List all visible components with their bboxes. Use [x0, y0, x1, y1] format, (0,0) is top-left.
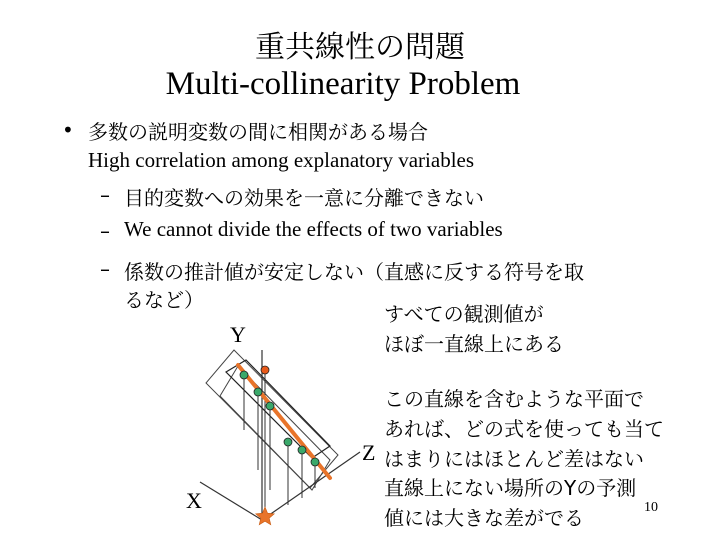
axis-label-x: X	[186, 488, 202, 513]
title-english: Multi-collinearity Problem	[165, 66, 521, 102]
bullet-marker: •	[62, 118, 74, 142]
plane-outer	[206, 350, 338, 488]
data-point	[261, 366, 269, 374]
subitem-1-dash: –	[100, 183, 110, 207]
data-point	[254, 388, 262, 396]
subitem-1-text: 目的変数への効果を一意に分離できない	[124, 186, 484, 210]
subitem-3-line1: 係数の推計値が安定しない（直感に反する符号を取	[124, 260, 584, 284]
observed-line-2: ほぼ一直線上にある	[384, 332, 564, 356]
data-point	[284, 438, 292, 446]
observed-line-1: すべての観測値が	[384, 302, 544, 326]
x-axis	[200, 482, 262, 520]
page-number: 10	[644, 500, 658, 515]
axis-label-z: Z	[362, 440, 376, 465]
plane-line-1: この直線を含むような平面で	[384, 387, 644, 411]
data-point	[311, 458, 319, 466]
bullet-text-japanese: 多数の説明変数の間に相関がある場合	[88, 120, 428, 144]
data-point	[266, 402, 274, 410]
bullet-text-english: High correlation among explanatory variables	[88, 148, 475, 172]
data-point	[240, 371, 248, 379]
plane-line-4: 直線上にない場所のYの予測	[384, 476, 637, 500]
star-icon	[256, 507, 275, 525]
plane-line-3: はまりにはほとんど差はない	[384, 447, 644, 471]
subitem-3-line2: るなど）	[124, 288, 204, 312]
plane-line-2: あれば、どの式を使っても当て	[384, 417, 664, 441]
plane-line-5: 値には大きな差がでる	[384, 506, 584, 530]
subitem-3-dash: –	[100, 257, 110, 281]
plane-inner	[220, 366, 330, 490]
data-point	[298, 446, 306, 454]
title-japanese: 重共線性の問題	[255, 30, 465, 65]
axis-label-y: Y	[230, 322, 246, 347]
subitem-2-dash: –	[100, 219, 110, 243]
subitem-2-text: We cannot divide the effects of two variables	[124, 217, 503, 241]
